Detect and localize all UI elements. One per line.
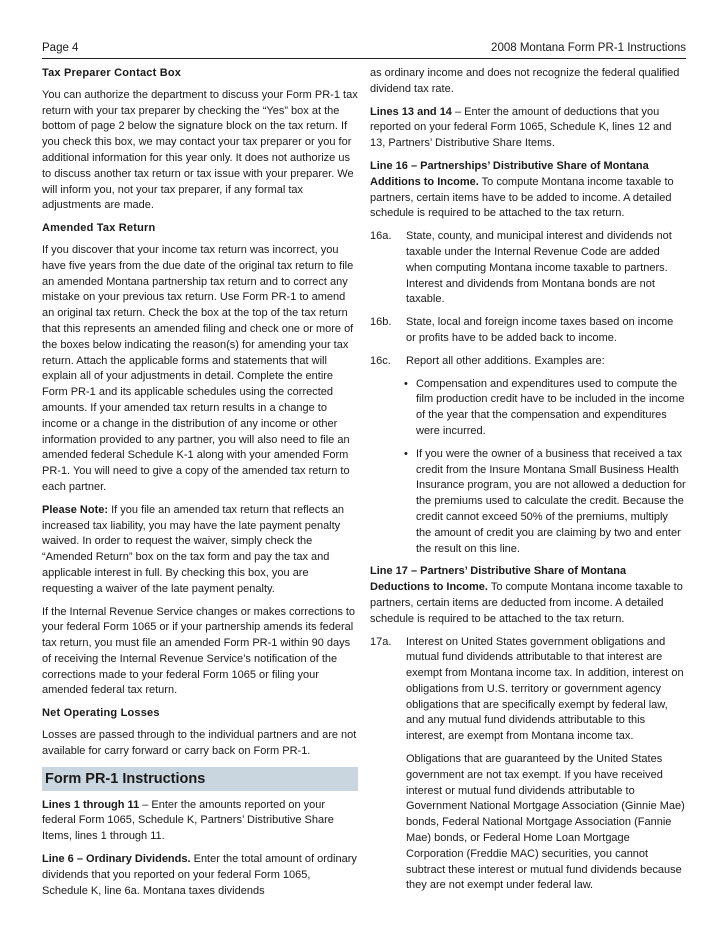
item-17a-text: Interest on United States government obligations and mutual fund dividends attributable to that interest are exempt from Montana income tax. In addition, interest on obligations from U.S. territory or government agency obligations that are specifically exempt by federal law, and any mutual fund dividends attributable to this interest, are exempt from Montana income tax. (406, 635, 684, 743)
line-6-lead: Line 6 – Ordinary Dividends. (42, 853, 191, 866)
item-16c-text: Report all other additions. Examples are: (406, 354, 605, 367)
right-column (370, 66, 686, 901)
item-17a (370, 635, 686, 746)
line-6-text: Enter the total amount of ordinary dividends that you reported on your federal Form 1065, Schedule K, line 6a. Montana taxes dividends (42, 853, 357, 897)
item-16a-text: State, county, and municipal interest and dividends not taxable under the Internal Revenue Code are added when computing Montana income taxable to partners. Interest and dividends from Montana bonds are not taxable. (406, 230, 672, 306)
item-16a (370, 229, 686, 308)
left-column (42, 66, 358, 906)
item-16c (370, 354, 686, 370)
lines-1-11-lead: Lines 1 through 11 (42, 798, 140, 811)
nol-paragraph: Losses are passed through to the individual partners and are not available for carry forward or carry back on Form PR-1. (42, 729, 357, 757)
line-17-paragraph (370, 564, 686, 627)
please-note-lead: Please Note: (42, 503, 109, 516)
document-title: 2008 Montana Form PR-1 Instructions (491, 42, 686, 54)
item-16b-text: State, local and foreign income taxes based on income or profits have to be added back to income. (406, 316, 674, 344)
page-number: Page 4 (42, 42, 79, 54)
item-16b-number: 16b. (370, 316, 392, 329)
item-17a-continuation: Obligations that are guaranteed by the United States government are not tax exempt. If you have received interest or mutual fund dividends attributable to Government National Mortgage Association (Ginnie Mae) bonds, Federal National Mortgage Association (Fannie Mae) bonds, or Federal Home Loan Mortgage Corporation (Freddie MAC) securities, you cannot subtract these interest or mutual fund dividends because they are not exempt under federal law. (406, 753, 685, 892)
bullet-insure-montana-text: If you were the owner of a business that received a tax credit from the Insure Montana Small Business Health Insurance program, you are not allowed a deduction for the premiums used to calculate the credit. Because the credit cannot exceed 50% of the premiums, multiply the amount of credit you are claiming by two and enter the result on this line. (416, 447, 686, 555)
please-note-paragraph (42, 503, 358, 598)
irs-changes-paragraph: If the Internal Revenue Service changes or makes corrections to your federal Form 1065 or if your partnership amends its federal tax return, you must file an amended Form PR-1 within 90 days of receiving the Internal Revenue Service’s notification of the corrections made to your federal Form 1065 or filing your amended federal tax return. (42, 605, 356, 697)
lines-1-11-text: – Enter the amounts reported on your federal Form 1065, Schedule K, Partners’ Distributive Share Items, lines 1 through 11. (42, 798, 334, 843)
lines-13-14-lead: Lines 13 and 14 (370, 105, 452, 118)
line-17-lead: Line 17 – Partners’ Distributive Share of Montana Deductions to Income. (370, 565, 627, 594)
bullet-film-credit (370, 377, 686, 440)
amended-return-heading: Amended Tax Return (42, 222, 156, 235)
line-16-paragraph (370, 159, 686, 222)
bullet-insure-montana (370, 447, 686, 558)
page-header (42, 40, 686, 59)
nol-heading: Net Operating Losses (42, 707, 160, 720)
lines-13-14-paragraph (370, 105, 686, 152)
bullet-film-credit-text: Compensation and expenditures used to compute the film production credit have to be included in the income of the year that the compensation and expenditures were incurred. (416, 377, 685, 437)
amended-return-paragraph: If you discover that your income tax return was incorrect, you have five years from the due date of the original tax return to file an amended Montana partnership tax return and to correct any mistake on your previous tax return. Use Form PR-1 to amend an original tax return. Check the box at the top of the tax return that this represents an amended filing and check one or more of the boxes below indicating the reason(s) for amending your tax return. Attach the applicable forms and statements that will explain all of your adjustments in detail. Complete the entire Form PR-1 and its applicable schedules using the corrected amounts. If your amended tax return results in a change to income or a change in the distribution of any income or other information provided to any partner, you will also need to file an amended federal Schedule K-1 along with your amended Form PR-1. You will need to give a copy of the amended tax return to each partner. (42, 243, 354, 493)
tax-preparer-heading: Tax Preparer Contact Box (42, 67, 182, 79)
item-16b (370, 315, 686, 347)
bullet-icon: • (404, 377, 408, 390)
lines-1-11-paragraph (42, 798, 358, 845)
line-6-paragraph (42, 852, 358, 899)
please-note-text: If you file an amended tax return that reflects an increased tax liability, you may have the late payment penalty waived. In order to request the waiver, simply check the “Amended Return” box on the tax form and pay the tax and applicable interest in full. By checking this box, you are requesting a waiver of the late payment penalty. (42, 503, 345, 595)
tax-preparer-paragraph: You can authorize the department to discuss your Form PR-1 tax return with your tax preparer by checking the “Yes” box at the bottom of page 2 below the signature block on the tax return. If you check this box, we may contact your tax preparer or you for additional information for this year only. It does not authorize us to discuss another tax return or tax issue with your preparer. We will inform you, not your tax preparer, if any formal tax adjustments are made. (42, 88, 358, 212)
item-17a-number: 17a. (370, 635, 392, 648)
bullet-icon: • (404, 447, 408, 460)
section-heading: Form PR-1 Instructions (42, 767, 358, 791)
item-16a-number: 16a. (370, 230, 392, 243)
lines-13-14-text: – Enter the amount of deductions that you reported on your federal Form 1065, Schedule K, lines 12 and 13, Partners’ Distributive Share Items. (370, 105, 672, 150)
line-17-text: To compute Montana income taxable to partners, certain items are deducted from income. A detailed schedule is required to be attached to the tax return. (370, 581, 683, 625)
line-16-text: To compute Montana income taxable to partners, certain items have to be added to income. A detailed schedule is required to be attached to the tax return. (370, 175, 674, 220)
item-16c-number: 16c. (370, 354, 391, 367)
dividends-continuation: as ordinary income and does not recognize the federal qualified dividend tax rate. (370, 67, 680, 95)
line-16-lead: Line 16 – Partnerships’ Distributive Share of Montana Additions to Income. (370, 159, 649, 188)
